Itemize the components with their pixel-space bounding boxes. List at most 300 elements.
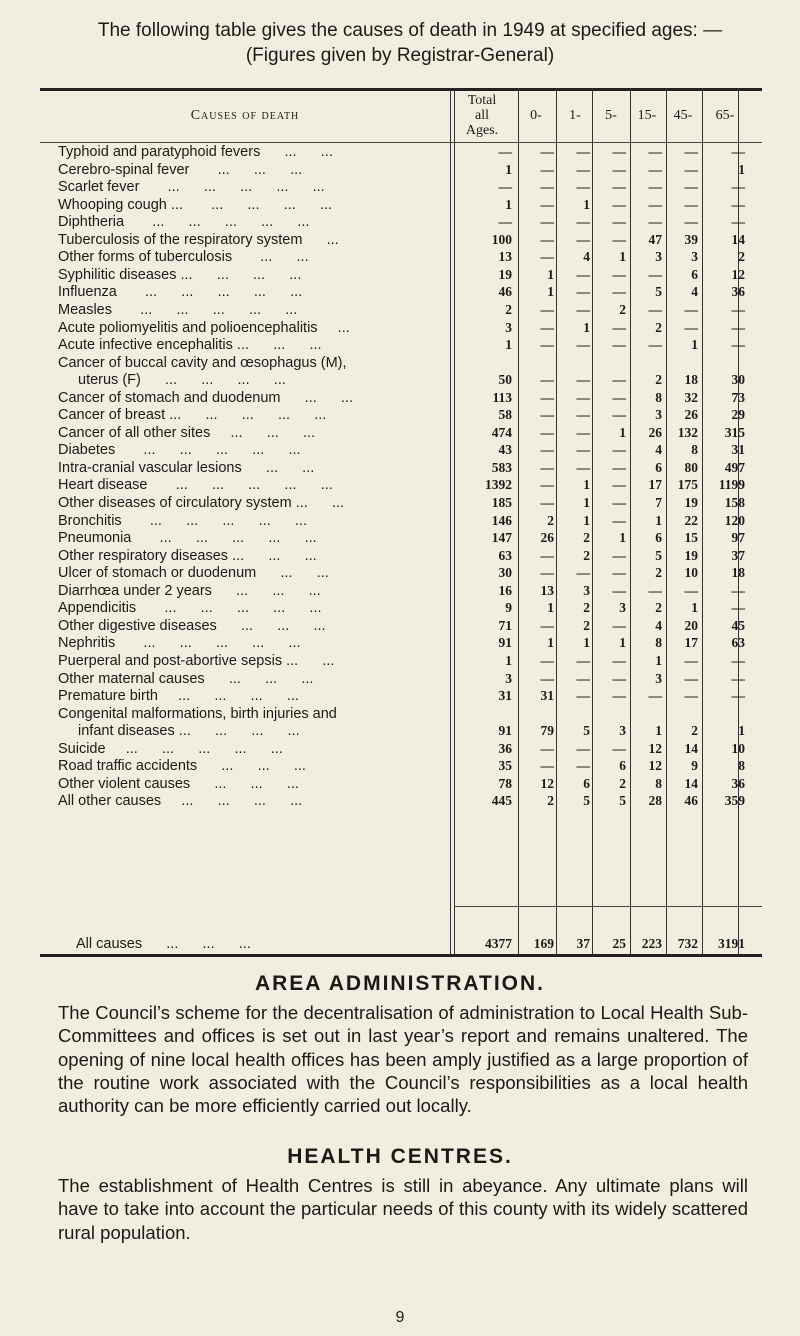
cell-age-5: — <box>612 547 626 563</box>
cell-age-1: 2 <box>583 600 590 616</box>
cell-age-5: — <box>612 144 626 159</box>
cell-age-65: 97 <box>731 530 745 546</box>
cell-age-5: 3 <box>619 600 626 616</box>
table-row <box>40 776 762 793</box>
table-row <box>40 688 762 705</box>
cell-age-65: 30 <box>731 372 745 388</box>
cell-age-1: — <box>576 459 590 475</box>
paragraph-health-centres: The establishment of Health Centres is still in abeyance. Any ultimate plans will have to take into account the particular needs of this county with its widely scattered rural population. <box>58 1175 748 1243</box>
cell-age-15: 2 <box>655 319 662 335</box>
cell-age-5: 1 <box>619 635 626 651</box>
cell-age-15: 47 <box>648 231 662 247</box>
cell-age-1: — <box>576 231 590 247</box>
table-row <box>40 583 762 600</box>
cell-age-0: 1 <box>547 284 554 300</box>
cell-age-1: 2 <box>583 547 590 563</box>
table-row <box>40 565 762 582</box>
cell-total: 43 <box>498 442 512 458</box>
header-age-0: 0- <box>530 107 542 123</box>
cell-total: 31 <box>498 688 512 704</box>
table-row <box>40 548 762 565</box>
header-age-5: 5- <box>605 107 617 123</box>
table-title: The following table gives the causes of death in 1949 at specified ages: — <box>97 20 723 41</box>
cell-age-0: — <box>540 424 554 440</box>
cell-age-45: — <box>684 582 698 598</box>
cell-age-45: 14 <box>684 740 698 756</box>
cell-total: 146 <box>491 512 512 528</box>
cause-label: Typhoid and paratyphoid fevers ... ... <box>58 144 333 160</box>
cell-age-1: — <box>576 144 590 159</box>
cell-age-15: — <box>648 688 662 704</box>
cell-age-65: — <box>731 179 745 195</box>
cell-age-65: 1 <box>738 723 745 739</box>
table-bottom-rule <box>40 954 762 957</box>
cell-age-15: 1 <box>655 512 662 528</box>
cause-label: Appendicitis ... ... ... ... ... <box>58 600 322 617</box>
cell-age-5: — <box>612 688 626 704</box>
cell-age-1: — <box>576 758 590 774</box>
cell-age-0: — <box>540 740 554 756</box>
cause-label-continued: infant diseases ... ... ... ... <box>78 723 300 740</box>
cell-age-15: 3 <box>655 249 662 265</box>
cell-age-1: — <box>576 565 590 581</box>
cell-age-45: 32 <box>684 389 698 405</box>
table-row <box>40 232 762 249</box>
table-row <box>40 495 762 512</box>
cause-label: Cancer of stomach and duodenum ... ... <box>58 389 353 406</box>
cause-label-continued: uterus (F) ... ... ... ... <box>78 372 286 389</box>
cell-age-5: 1 <box>619 424 626 440</box>
cell-total: 13 <box>498 249 512 265</box>
cell-age-15: 2 <box>655 372 662 388</box>
cell-age-15: 17 <box>648 477 662 493</box>
cell-total: 91 <box>498 723 512 739</box>
cause-label: Diarrhœa under 2 years ... ... ... <box>58 582 321 599</box>
cell-total: 16 <box>498 582 512 598</box>
cell-age-15: 8 <box>655 635 662 651</box>
cell-age-5: 3 <box>619 723 626 739</box>
cell-age-0: — <box>540 144 554 159</box>
cell-age-5: — <box>612 196 626 212</box>
cause-label: Ulcer of stomach or duodenum ... ... <box>58 565 329 582</box>
cause-label: Pneumonia ... ... ... ... ... <box>58 530 317 547</box>
cell-age-65: 29 <box>731 407 745 423</box>
cell-total: 474 <box>491 424 512 440</box>
cause-label: Acute poliomyelitis and polioencephalitis ... <box>58 319 350 336</box>
cause-label: Bronchitis ... ... ... ... ... <box>58 512 307 529</box>
cell-age-15: 6 <box>655 459 662 475</box>
cell-age-0: — <box>540 617 554 633</box>
cell-age-5: 1 <box>619 530 626 546</box>
cell-age-45: — <box>684 214 698 230</box>
cell-age-5: 5 <box>619 793 626 809</box>
cell-age-65: 36 <box>731 775 745 791</box>
cell-age-5: 2 <box>619 775 626 791</box>
heading-area-administration: AREA ADMINISTRATION. <box>254 972 546 995</box>
cause-label: Measles ... ... ... ... ... <box>58 301 298 318</box>
cell-age-1: 1 <box>583 512 590 528</box>
table-row <box>40 162 762 179</box>
cell-age-1: 1 <box>583 196 590 212</box>
cell-age-65: 18 <box>731 565 745 581</box>
cell-total: 1 <box>505 337 512 353</box>
cause-label: Scarlet fever ... ... ... ... ... <box>58 179 325 196</box>
header-total-line2: all <box>475 107 489 123</box>
cell-age-5: — <box>612 231 626 247</box>
cell-total: 4377 <box>485 936 512 951</box>
cell-age-45: 26 <box>684 407 698 423</box>
cell-total: 91 <box>498 635 512 651</box>
cause-label: Cancer of breast ... ... ... ... ... <box>58 407 327 424</box>
cell-age-45: — <box>684 144 698 159</box>
cell-total: 445 <box>491 793 512 809</box>
cell-age-5: 6 <box>619 758 626 774</box>
cell-age-65: 2 <box>738 249 745 265</box>
cause-label: Influenza ... ... ... ... ... <box>58 284 303 301</box>
page-number: 9 <box>395 1309 405 1326</box>
header-age-1: 1- <box>569 107 581 123</box>
cell-age-45: 1 <box>691 600 698 616</box>
cell-age-0: — <box>540 547 554 563</box>
cell-age-5: — <box>612 459 626 475</box>
cell-age-45: 80 <box>684 459 698 475</box>
cell-total: 1 <box>505 196 512 212</box>
cell-total: 583 <box>491 459 512 475</box>
cell-total: — <box>498 179 512 195</box>
cell-age-65: 1 <box>738 161 745 177</box>
cell-age-1: — <box>576 670 590 686</box>
cell-age-45: — <box>684 688 698 704</box>
cell-age-45: 15 <box>684 530 698 546</box>
heading-health-centres: HEALTH CENTRES. <box>287 1145 513 1168</box>
cell-age-1: 2 <box>583 530 590 546</box>
cell-age-0: 1 <box>547 635 554 651</box>
table-row <box>40 144 762 161</box>
cause-label: Acute infective encephalitis ... ... ... <box>58 337 322 354</box>
cell-age-1: 1 <box>583 319 590 335</box>
cause-label: Cerebro-spinal fever ... ... ... <box>58 161 303 178</box>
cell-age-0: 2 <box>547 512 554 528</box>
cell-age-45: — <box>684 301 698 317</box>
all-causes-row <box>40 936 762 954</box>
cell-age-0: 1 <box>547 266 554 282</box>
cell-age-45: 132 <box>677 424 698 440</box>
table-row <box>40 653 762 670</box>
cell-age-0: — <box>540 477 554 493</box>
cell-age-0: — <box>540 389 554 405</box>
cell-age-15: 28 <box>648 793 662 809</box>
cell-age-0: 1 <box>547 600 554 616</box>
table-row <box>40 705 762 740</box>
cell-age-1: 37 <box>576 936 590 951</box>
table-row <box>40 302 762 319</box>
cell-age-0: — <box>540 196 554 212</box>
cell-age-1: — <box>576 179 590 195</box>
cell-age-0: — <box>540 249 554 265</box>
cell-age-65: 36 <box>731 284 745 300</box>
cell-age-15: 5 <box>655 284 662 300</box>
cell-age-0: — <box>540 372 554 388</box>
cause-label: Intra-cranial vascular lesions ... ... <box>58 459 315 476</box>
cell-age-0: — <box>540 459 554 475</box>
cell-age-65: — <box>731 196 745 212</box>
cell-age-45: — <box>684 196 698 212</box>
cell-age-5: 2 <box>619 301 626 317</box>
cell-age-0: — <box>540 495 554 510</box>
cell-age-1: 4 <box>583 249 590 265</box>
cell-age-5: 1 <box>619 249 626 265</box>
cell-age-45: — <box>684 161 698 177</box>
cell-age-15: 12 <box>648 740 662 756</box>
cell-age-45: 18 <box>684 372 698 388</box>
cell-age-45: 20 <box>684 617 698 633</box>
cell-age-15: 1 <box>655 652 662 668</box>
cause-label: Other diseases of circulatory system ... ... <box>58 495 345 511</box>
cell-age-5: — <box>612 670 626 686</box>
cell-age-15: — <box>648 301 662 317</box>
cell-age-0: — <box>540 301 554 317</box>
cell-age-45: 19 <box>684 495 698 510</box>
cell-age-65: 12 <box>731 266 745 282</box>
table-row <box>40 635 762 652</box>
cell-age-0: — <box>540 758 554 774</box>
paragraph-area-administration: The Council’s scheme for the decentralisation of administration to Local Health Sub-Committees and offices is set out in last year’s report and remains unaltered. The opening of nine local health offices has been amply justified as a large proportion of the routine work associated with the Council’s responsibilities as a local health authority can be more efficiently carried out locally. <box>58 1002 748 1117</box>
cell-age-1: — <box>576 372 590 388</box>
cell-age-1: — <box>576 266 590 282</box>
table-row <box>40 530 762 547</box>
cell-total: 3 <box>505 319 512 335</box>
cell-age-0: 79 <box>540 723 554 739</box>
cell-age-45: 17 <box>684 635 698 651</box>
cell-age-1: — <box>576 337 590 353</box>
cell-age-5: — <box>612 284 626 300</box>
cell-age-0: — <box>540 214 554 230</box>
cell-age-5: — <box>612 214 626 230</box>
cause-label: Heart disease ... ... ... ... ... <box>58 477 333 494</box>
cell-age-1: — <box>576 688 590 704</box>
table-row <box>40 671 762 688</box>
cell-age-15: — <box>648 161 662 177</box>
cell-age-1: — <box>576 740 590 756</box>
cell-total: — <box>498 214 512 230</box>
cause-label: Puerperal and post-abortive sepsis ... ... <box>58 652 335 669</box>
cell-total: 1 <box>505 652 512 668</box>
cell-total: 71 <box>498 617 512 633</box>
cell-age-15: 223 <box>641 936 662 951</box>
cell-age-5: — <box>612 389 626 405</box>
cell-age-5: — <box>612 407 626 423</box>
header-age-65: 65- <box>715 107 735 123</box>
cell-age-1: — <box>576 407 590 423</box>
cell-age-65: — <box>731 688 745 704</box>
cell-age-45: 8 <box>691 442 698 458</box>
all-causes-label: All causes ... ... ... <box>76 936 251 952</box>
cell-age-45: — <box>684 319 698 335</box>
cell-age-0: — <box>540 442 554 458</box>
header-total-line3: Ages. <box>465 122 499 138</box>
table-row <box>40 354 762 389</box>
cell-age-1: 2 <box>583 617 590 633</box>
cell-age-45: 6 <box>691 266 698 282</box>
cell-age-45: — <box>684 179 698 195</box>
cell-age-65: — <box>731 301 745 317</box>
cell-age-65: 73 <box>731 389 745 405</box>
cell-total: 30 <box>498 565 512 581</box>
cell-age-65: 37 <box>731 547 745 563</box>
table-row <box>40 442 762 459</box>
table-row <box>40 197 762 214</box>
cell-age-0: — <box>540 231 554 247</box>
cell-age-5: — <box>612 319 626 335</box>
cell-age-45: 2 <box>691 723 698 739</box>
cell-age-0: 13 <box>540 582 554 598</box>
cell-age-1: — <box>576 214 590 230</box>
cell-age-0: — <box>540 319 554 335</box>
cell-age-5: — <box>612 477 626 493</box>
cell-total: 147 <box>491 530 512 546</box>
table-row <box>40 460 762 477</box>
cell-age-5: — <box>612 617 626 633</box>
cause-label: Cancer of buccal cavity and œsophagus (M), <box>58 354 347 371</box>
cell-age-1: — <box>576 161 590 177</box>
cell-age-45: 175 <box>677 477 698 493</box>
cell-age-65: 315 <box>724 424 745 440</box>
table-row <box>40 284 762 301</box>
cause-label: Syphilitic diseases ... ... ... ... <box>58 266 302 283</box>
cell-age-5: — <box>612 161 626 177</box>
cell-age-15: 2 <box>655 565 662 581</box>
table-row <box>40 758 762 775</box>
cause-label: Suicide ... ... ... ... ... <box>58 740 283 757</box>
table-row <box>40 513 762 530</box>
cause-label: Tuberculosis of the respiratory system ... <box>58 231 339 248</box>
cell-age-0: 26 <box>540 530 554 546</box>
cell-age-1: — <box>576 301 590 317</box>
cell-age-65: — <box>731 337 745 353</box>
cell-age-15: 4 <box>655 617 662 633</box>
cell-age-0: — <box>540 179 554 195</box>
cell-age-45: 39 <box>684 231 698 247</box>
cell-age-15: 6 <box>655 530 662 546</box>
cell-age-1: — <box>576 389 590 405</box>
cell-age-15: 1 <box>655 723 662 739</box>
table-row <box>40 618 762 635</box>
cell-age-15: 8 <box>655 389 662 405</box>
cause-label: Other violent causes ... ... ... <box>58 775 299 792</box>
cause-label: Congenital malformations, birth injuries and <box>58 705 337 722</box>
cell-total: 1 <box>505 161 512 177</box>
cell-total: 46 <box>498 284 512 300</box>
cell-age-15: 3 <box>655 407 662 423</box>
cause-label: Premature birth ... ... ... ... <box>58 688 299 705</box>
header-total <box>452 90 512 140</box>
table-row <box>40 407 762 424</box>
cell-age-0: — <box>540 161 554 177</box>
cell-age-5: — <box>612 652 626 668</box>
cell-age-45: 1 <box>691 337 698 353</box>
cell-age-45: 19 <box>684 547 698 563</box>
cell-age-15: — <box>648 337 662 353</box>
cell-age-65: 1199 <box>718 477 745 493</box>
cell-age-5: — <box>612 179 626 195</box>
cell-age-1: — <box>576 442 590 458</box>
cause-label: Nephritis ... ... ... ... ... <box>58 635 301 652</box>
cell-total: 35 <box>498 758 512 774</box>
cell-age-45: — <box>684 652 698 668</box>
cell-age-15: 4 <box>655 442 662 458</box>
cell-total: 78 <box>498 775 512 791</box>
cell-age-1: 5 <box>583 723 590 739</box>
cell-age-45: 4 <box>691 284 698 300</box>
cell-age-15: 8 <box>655 775 662 791</box>
cell-age-1: — <box>576 284 590 300</box>
cell-age-15: 2 <box>655 600 662 616</box>
cell-age-45: 3 <box>691 249 698 265</box>
cell-age-65: 359 <box>724 793 745 809</box>
cell-total: 36 <box>498 740 512 756</box>
cell-age-15: — <box>648 144 662 159</box>
cause-label: All other causes ... ... ... ... <box>58 793 303 810</box>
cell-age-65: — <box>731 319 745 335</box>
cell-age-5: — <box>612 512 626 528</box>
cell-total: 3 <box>505 670 512 686</box>
cell-age-0: — <box>540 670 554 686</box>
cell-age-1: 6 <box>583 775 590 791</box>
cell-total: 113 <box>492 389 512 405</box>
table-row <box>40 249 762 266</box>
cell-total: 100 <box>491 231 512 247</box>
cell-age-45: 10 <box>684 565 698 581</box>
cell-age-5: — <box>612 442 626 458</box>
cause-label: Cancer of all other sites ... ... ... <box>58 424 316 441</box>
cell-age-65: 3191 <box>718 936 745 951</box>
cell-age-1: 1 <box>583 495 590 510</box>
header-causes: Causes of death <box>190 107 300 123</box>
cell-age-15: — <box>648 582 662 598</box>
header-total-line1: Total <box>467 92 497 108</box>
header-rule <box>40 142 762 143</box>
cell-age-45: 732 <box>677 936 698 951</box>
table-row <box>40 600 762 617</box>
cell-age-5: — <box>612 372 626 388</box>
cell-age-65: — <box>731 144 745 159</box>
cell-age-15: 7 <box>655 495 662 510</box>
table-row <box>40 214 762 231</box>
cause-label: Other forms of tuberculosis ... ... <box>58 249 309 266</box>
cell-age-0: — <box>540 337 554 353</box>
cell-age-0: — <box>540 652 554 668</box>
cell-age-15: 3 <box>655 670 662 686</box>
cell-age-65: — <box>731 582 745 598</box>
cell-age-65: 8 <box>738 758 745 774</box>
cell-age-0: 31 <box>540 688 554 704</box>
table-subtitle: (Figures given by Registrar-General) <box>245 45 555 66</box>
cell-age-65: — <box>731 600 745 616</box>
cell-age-0: 169 <box>533 936 554 951</box>
cell-age-65: 10 <box>731 740 745 756</box>
table-row <box>40 179 762 196</box>
cell-age-45: — <box>684 670 698 686</box>
cell-age-15: — <box>648 179 662 195</box>
cell-total: 9 <box>505 600 512 616</box>
cell-age-5: — <box>612 337 626 353</box>
cell-age-65: — <box>731 652 745 668</box>
cell-age-1: 5 <box>583 793 590 809</box>
cell-age-65: 31 <box>731 442 745 458</box>
table-row <box>40 477 762 494</box>
table-row <box>40 390 762 407</box>
cell-age-1: 3 <box>583 582 590 598</box>
